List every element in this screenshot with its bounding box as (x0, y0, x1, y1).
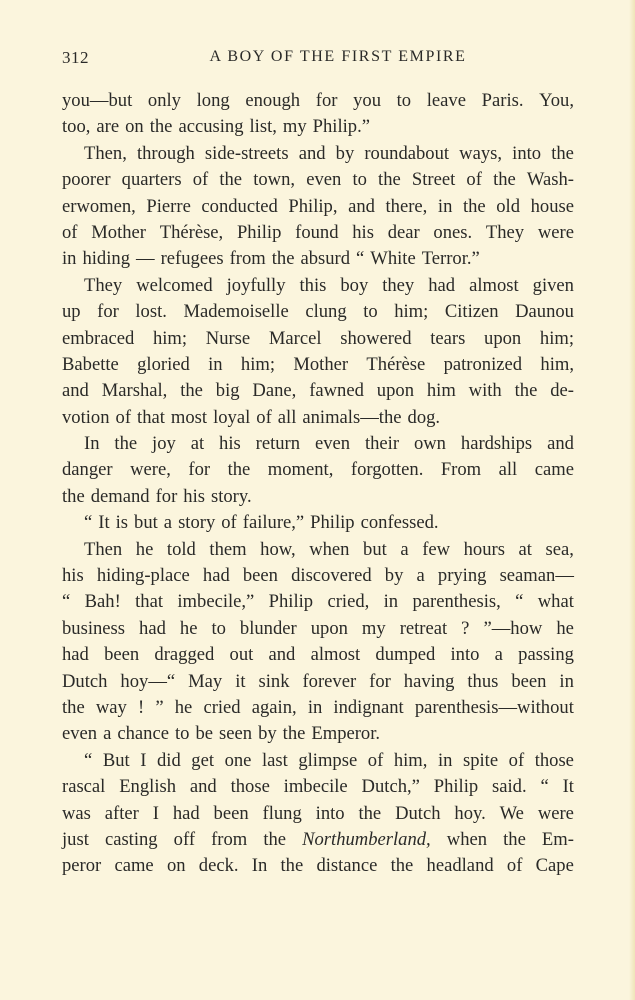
text-line: business had he to blunder upon my retreat ? ”—how he (62, 617, 574, 639)
text-line: even a chance to be seen by the Emperor. (62, 723, 381, 745)
page-number: 312 (62, 48, 89, 67)
running-title: A BOY OF THE FIRST EMPIRE (209, 48, 467, 65)
text-line: was after I had been flung into the Dutch hoy. We were (62, 802, 574, 824)
text-line: erwomen, Pierre conducted Philip, and there, in the old house (62, 195, 574, 217)
page-header (62, 48, 574, 72)
text-line: Then he told them how, when but a few hours at sea, (84, 538, 574, 560)
text-line: you—but only long enough for you to leave Paris. You, (62, 90, 574, 111)
text-line: the way ! ” he cried again, in indignant parenthesis—without (62, 696, 574, 718)
text-line: “ It is but a story of failure,” Philip confessed. (84, 512, 439, 534)
text-line: “ But I did get one last glimpse of him, in spite of those (84, 749, 574, 771)
text-line: his hiding-place had been discovered by a prying seaman— (62, 565, 574, 587)
text-line: had been dragged out and almost dumped into a passing (62, 644, 574, 666)
text-line: Dutch hoy—“ May it sink forever for having thus been in (62, 670, 574, 692)
text-line: They welcomed joyfully this boy they had almost given (84, 274, 574, 296)
text-line: embraced him; Nurse Marcel showered tears upon him; (62, 327, 574, 349)
text-line: In the joy at his return even their own hardships and (84, 433, 574, 455)
text-line: the demand for his story. (62, 485, 252, 507)
page-edge-shadow (629, 0, 635, 1000)
text-line: rascal English and those imbecile Dutch,” Philip said. “ It (62, 776, 574, 798)
text-line: just casting off from the Northumberland, when the Em- (62, 828, 574, 850)
text-line: and Marshal, the big Dane, fawned upon him with the de- (62, 380, 574, 402)
body-text (62, 88, 574, 880)
text-line: up for lost. Mademoiselle clung to him; Citizen Daunou (62, 301, 574, 323)
text-line: of Mother Thérèse, Philip found his dear ones. They were (62, 221, 574, 243)
text-line: danger were, for the moment, forgotten. From all came (62, 459, 574, 481)
text-line: Then, through side-streets and by roundabout ways, into the (84, 142, 574, 164)
text-line: too, are on the accusing list, my Philip.” (62, 116, 370, 138)
text-line: poorer quarters of the town, even to the Street of the Wash- (62, 169, 574, 191)
text-line: “ Bah! that imbecile,” Philip cried, in parenthesis, “ what (62, 591, 574, 613)
text-line: in hiding — refugees from the absurd “ White Terror.” (62, 248, 480, 270)
text-line: peror came on deck. In the distance the headland of Cape (62, 855, 574, 877)
text-line: Babette gloried in him; Mother Thérèse patronized him, (62, 353, 574, 375)
text-line: votion of that most loyal of all animals—the dog. (62, 406, 441, 428)
